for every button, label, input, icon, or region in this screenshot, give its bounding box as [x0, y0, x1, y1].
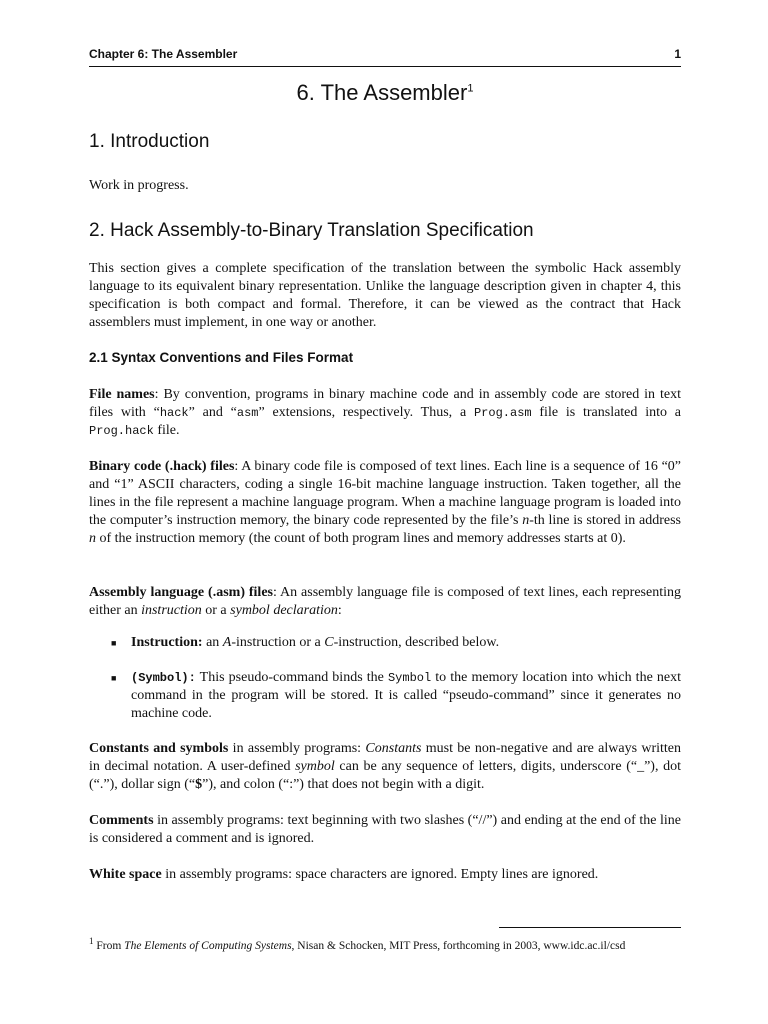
bullet-symbol-text — [131, 669, 681, 723]
chapter-title — [89, 80, 681, 106]
italic-symbol: symbol — [295, 759, 335, 774]
code-symbol: Symbol — [387, 671, 432, 685]
binary-code-paragraph — [89, 458, 681, 548]
square-bullet-icon: ■ — [111, 673, 117, 683]
section-2-1-heading: 2.1 Syntax Conventions and Files Format — [89, 350, 354, 365]
footnote-divider — [499, 927, 681, 928]
chapter-title-text: 6. The Assembler — [296, 80, 468, 105]
italic-a: A — [222, 635, 232, 650]
text-run: : — [337, 603, 342, 618]
text-run: : An assembly language file is composed of text lines, each representing either an — [89, 585, 681, 618]
text-run: an — [202, 635, 223, 650]
page-number: 1 — [674, 47, 681, 61]
footnote-mark: 1 — [89, 936, 94, 946]
white-space-paragraph — [89, 866, 681, 884]
footnote — [89, 934, 689, 953]
text-run: to the memory location into which the next command in the program will be stored. It is called “pseudo-command” since it generates no machine code. — [131, 670, 681, 721]
code-asm: asm — [236, 406, 259, 420]
text-run: : A binary code file is composed of text lines. Each line is a sequence of 16 “0” and “1” ASCII characters, coding a single 16-bit machine language instruction. Taken together, all the lines in the file represent a machine language program. When a machine language program is loaded into the computer’s instruction memory, the binary code represented by the file’s — [89, 459, 682, 528]
italic-instruction: instruction — [141, 603, 202, 618]
text-run: ” extensions, respectively. Thus, a — [258, 405, 474, 420]
italic-n: n — [89, 531, 96, 546]
text-run: of the instruction memory (the count of both program lines and memory addresses starts at 0). — [96, 531, 626, 546]
italic-c: C — [324, 635, 334, 650]
white-space-label: White space — [89, 867, 162, 882]
running-header — [89, 45, 681, 67]
text-run: must be non-negative and are always written in decimal notation. A user-defined — [89, 741, 682, 774]
text-run: in assembly programs: text beginning with two slashes (“//”) and ending at the end of the line is considered a comment and is ignored. — [89, 813, 681, 846]
square-bullet-icon: ■ — [111, 638, 117, 648]
text-run: From — [93, 939, 125, 952]
text-run: : By convention, programs in binary machine code and in assembly code are stored in text files with “ — [89, 387, 681, 420]
comments-label: Comments — [89, 813, 154, 828]
text-run: file. — [153, 423, 180, 438]
text-run: file is translated into a — [531, 405, 681, 420]
constants-symbols-label: Constants and symbols — [89, 741, 229, 756]
section-2-heading: 2. Hack Assembly-to-Binary Translation Specification — [89, 220, 534, 241]
document-page — [89, 0, 681, 1024]
text-run: -instruction or a — [231, 635, 325, 650]
chapter-label: Chapter 6: The Assembler — [89, 47, 238, 61]
comments-paragraph — [89, 812, 681, 848]
text-run: ”), and colon (“:”) that does not begin with a digit. — [202, 777, 485, 792]
text-run: in assembly programs: space characters are ignored. Empty lines are ignored. — [161, 867, 599, 882]
text-run: can be any sequence of letters, digits, underscore (“_”), dot (“.”), dollar sign (“ — [89, 759, 682, 792]
text-run: or a — [201, 603, 231, 618]
text-run: -instruction, described below. — [333, 635, 500, 650]
section-1-body: Work in progress. — [89, 178, 189, 193]
code-hack: hack — [159, 406, 189, 420]
bullet-instruction-text — [131, 634, 681, 652]
text-run: in assembly programs: — [228, 741, 366, 756]
title-footnote-mark: 1 — [467, 82, 474, 95]
dollar-sign: $ — [195, 777, 203, 792]
instruction-label: Instruction: — [131, 635, 203, 650]
assembly-language-label: Assembly language (.asm) files — [89, 585, 273, 600]
italic-constants: Constants — [365, 741, 422, 756]
constants-symbols-paragraph — [89, 740, 681, 794]
section-2-intro: This section gives a complete specification of the translation between the symbolic Hack assembly language to its equivalent binary representation. Unlike the language description given in chapter 4, this specification is both compact and formal. Therefore, it can be viewed as the contract that Hack assemblers must implement, in one way or another. — [89, 261, 681, 330]
code-prog-asm: Prog.asm — [473, 406, 532, 420]
binary-code-label: Binary code (.hack) files — [89, 459, 235, 474]
italic-symbol-declaration: symbol declaration — [230, 603, 338, 618]
book-title: The Elements of Computing Systems — [124, 939, 292, 952]
code-prog-hack: Prog.hack — [89, 424, 154, 438]
italic-n: n — [522, 513, 530, 528]
symbol-label: (Symbol): — [131, 671, 196, 685]
text-run: This pseudo-command binds the — [195, 670, 388, 685]
assembly-language-paragraph — [89, 584, 681, 620]
text-run: -th line is stored in address — [529, 513, 681, 528]
text-run: , Nisan & Schocken, MIT Press, forthcoming in 2003, www.idc.ac.il/csd — [291, 939, 626, 952]
file-names-label: File names — [89, 387, 155, 402]
section-1-heading: 1. Introduction — [89, 131, 210, 152]
text-run: ” and “ — [188, 405, 237, 420]
file-names-paragraph — [89, 386, 681, 440]
